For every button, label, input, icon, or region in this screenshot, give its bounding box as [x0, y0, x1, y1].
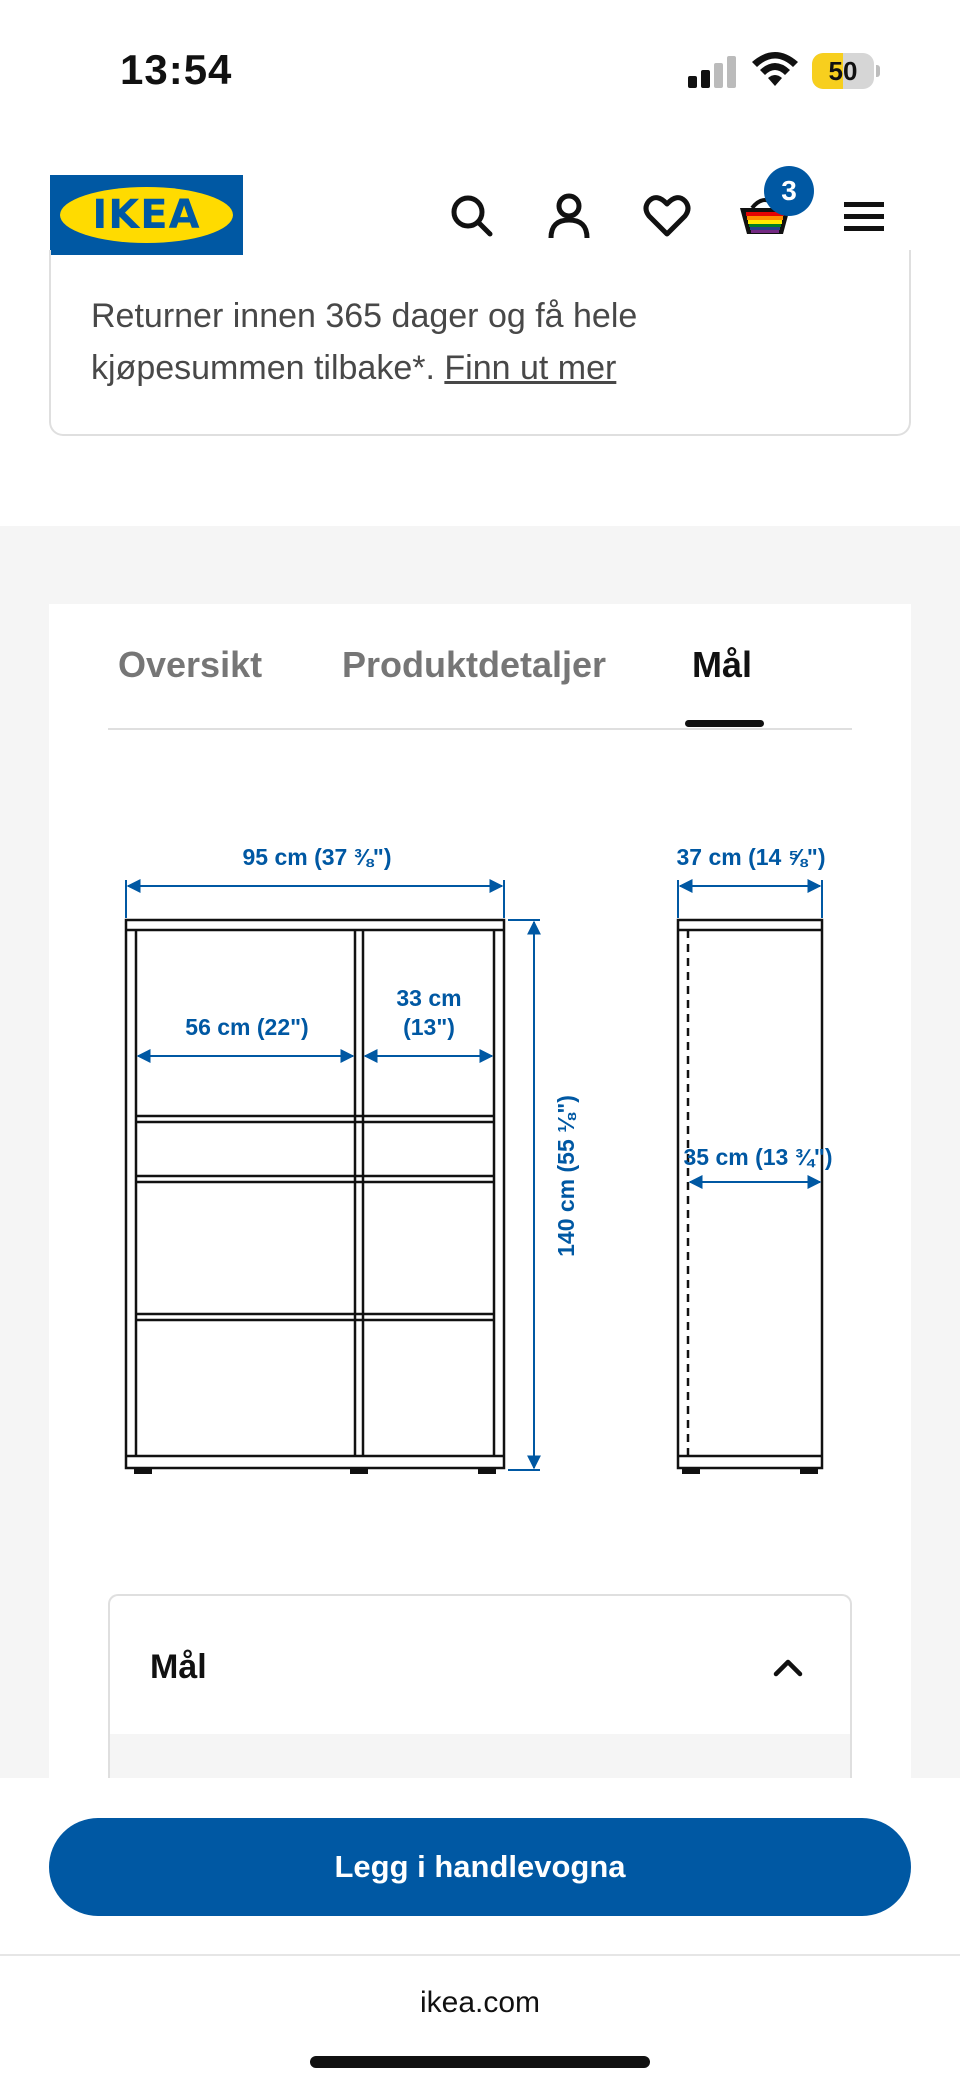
cart-count-badge: 3 [764, 166, 814, 216]
ikea-logo[interactable] [50, 175, 243, 255]
browser-url-bar[interactable] [0, 1954, 960, 2081]
learn-more-link[interactable]: Finn ut mer [444, 349, 617, 387]
right-compartment-label-line2: (13") [403, 1014, 455, 1040]
menu-icon[interactable] [838, 190, 890, 242]
battery-level: 50 [828, 56, 858, 86]
height-label: 140 cm (55 ⅛") [553, 1095, 579, 1257]
left-compartment-label: 56 cm (22") [185, 1014, 309, 1040]
depth-label: 37 cm (14 ⅝") [676, 844, 826, 870]
side-view-shelf [678, 920, 822, 1468]
home-indicator[interactable] [310, 2056, 650, 2068]
tab-overview[interactable]: Oversikt [118, 644, 263, 685]
wifi-icon [752, 52, 798, 88]
return-policy-line2: kjøpesummen tilbake*. [91, 349, 445, 387]
search-icon[interactable] [446, 190, 498, 242]
battery-icon [812, 53, 880, 89]
accordion-title: Mål [150, 1648, 207, 1686]
dimensions-diagram [108, 820, 868, 1540]
add-to-cart-button[interactable]: Legg i handlevogna [49, 1818, 911, 1916]
right-compartment-label-line1: 33 cm [396, 985, 462, 1011]
product-tabs [108, 604, 852, 730]
return-policy-line1: Returner innen 365 dager og få hele [91, 297, 638, 335]
heart-icon[interactable] [641, 190, 693, 242]
chevron-up-icon[interactable] [766, 1646, 810, 1690]
tab-product-details[interactable]: Produktdetaljer [342, 644, 607, 685]
tab-dimensions[interactable]: Mål [692, 644, 753, 685]
active-tab-indicator [685, 720, 764, 727]
return-policy-card [49, 250, 911, 436]
cellular-signal-icon [688, 56, 738, 88]
logo-text: IKEA [92, 192, 201, 238]
account-icon[interactable] [543, 190, 595, 242]
url-text[interactable]: ikea.com [419, 1986, 541, 2019]
sticky-cta-bar [0, 1778, 960, 1954]
return-policy-text [91, 290, 881, 394]
width-label: 95 cm (37 ⅜") [242, 844, 392, 870]
status-bar [0, 0, 960, 140]
status-time: 13:54 [120, 46, 233, 93]
inner-depth-label: 35 cm (13 ¾") [683, 1144, 833, 1170]
